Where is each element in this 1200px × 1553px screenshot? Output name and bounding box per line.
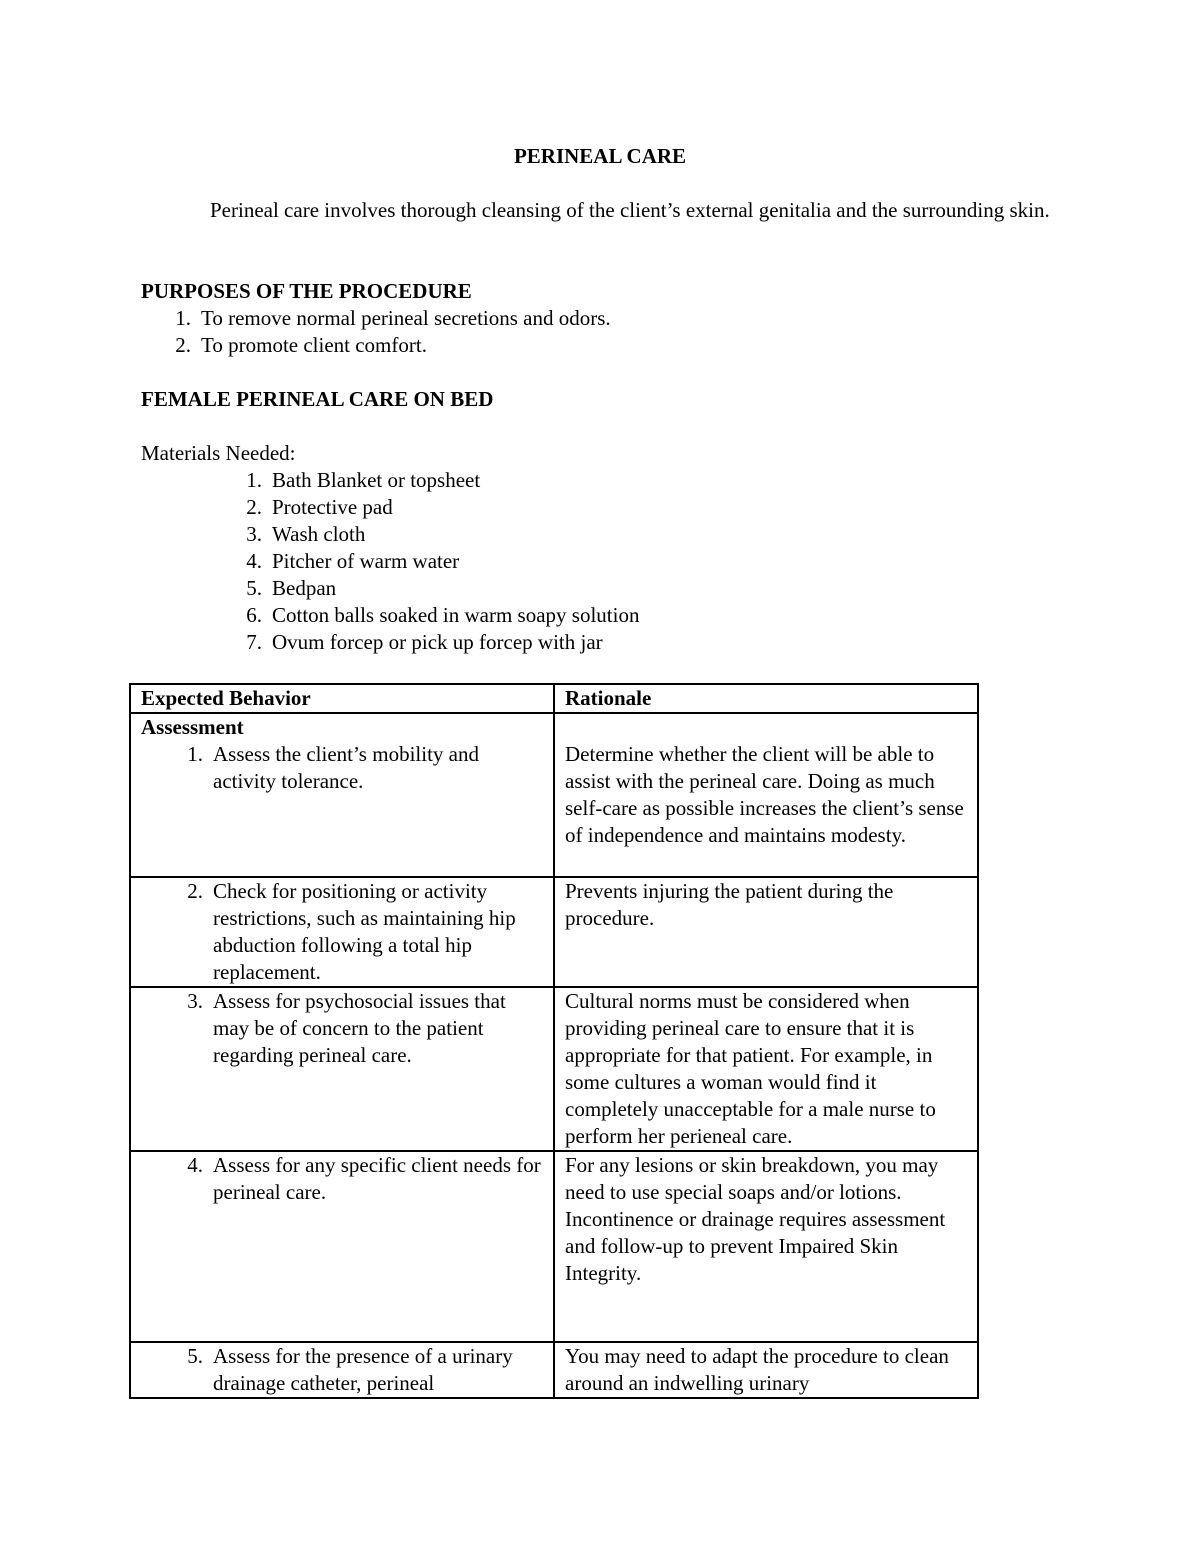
list-number: 6. xyxy=(246,603,262,627)
page-title: PERINEAL CARE xyxy=(513,144,687,168)
behavior-item xyxy=(141,988,543,1069)
list-number: 1. xyxy=(175,306,191,330)
behavior-item xyxy=(141,1343,543,1397)
behavior-number: 3. xyxy=(187,989,203,1013)
rationale-text: Determine whether the client will be able to assist with the perineal care. Doing as much self-care as possible increases the client’s sense of independence and maintains modesty. xyxy=(565,742,964,847)
rationale-cell xyxy=(554,1151,978,1342)
list-text: To remove normal perineal secretions and odors. xyxy=(201,306,611,330)
rationale-text: Cultural norms must be considered when providing perineal care to ensure that it is appropriate for that patient. For example, in some cultures a woman would find it completely unacceptable for a male nurse to perform her perieneal care. xyxy=(565,989,936,1148)
list-number: 7. xyxy=(246,630,262,654)
list-text: To promote client comfort. xyxy=(201,333,427,357)
behavior-item xyxy=(141,741,543,795)
rationale-text: You may need to adapt the procedure to clean around an indwelling urinary xyxy=(565,1344,949,1395)
behavior-cell xyxy=(130,987,554,1151)
list-text: Bedpan xyxy=(272,576,337,600)
rationale-cell xyxy=(554,1342,978,1398)
table-row xyxy=(130,1342,978,1398)
purposes-heading: PURPOSES OF THE PROCEDURE xyxy=(141,279,472,303)
behavior-cell xyxy=(130,877,554,987)
list-text: Cotton balls soaked in warm soapy solution xyxy=(272,603,640,627)
materials-label: Materials Needed: xyxy=(141,441,296,465)
behavior-item xyxy=(141,878,543,986)
rationale-cell xyxy=(554,877,978,987)
procedure-table xyxy=(129,683,979,1399)
behavior-text: Assess for any specific client needs for perineal care. xyxy=(213,1153,541,1204)
female-section-heading: FEMALE PERINEAL CARE ON BED xyxy=(141,387,494,411)
list-number: 4. xyxy=(246,549,262,573)
intro-paragraph: Perineal care involves thorough cleansing of the client’s external genitalia and the surrounding skin. xyxy=(210,198,1050,222)
behavior-text: Assess for the presence of a urinary drainage catheter, perineal xyxy=(213,1344,513,1395)
behavior-text: Assess the client’s mobility and activity tolerance. xyxy=(213,742,479,793)
behavior-cell xyxy=(130,713,554,877)
rationale-text: For any lesions or skin breakdown, you may need to use special soaps and/or lotions. Incontinence or drainage requires assessment and follow-up to prevent Impaired Skin Integrity. xyxy=(565,1153,946,1285)
table-row xyxy=(130,877,978,987)
behavior-number: 1. xyxy=(187,742,203,766)
behavior-cell xyxy=(130,1151,554,1342)
list-number: 1. xyxy=(246,468,262,492)
behavior-item xyxy=(141,1152,543,1206)
table-row xyxy=(130,713,978,877)
list-number: 2. xyxy=(175,333,191,357)
behavior-cell xyxy=(130,1342,554,1398)
rationale-cell xyxy=(554,713,978,877)
table-header-rationale: Rationale xyxy=(554,684,978,713)
behavior-text: Check for positioning or activity restrictions, such as maintaining hip abduction following a total hip replacement. xyxy=(213,879,516,984)
behavior-number: 4. xyxy=(187,1153,203,1177)
rationale-cell xyxy=(554,987,978,1151)
rationale-text: Prevents injuring the patient during the procedure. xyxy=(565,879,894,930)
behavior-number: 2. xyxy=(187,879,203,903)
table-row xyxy=(130,1151,978,1342)
list-text: Protective pad xyxy=(272,495,393,519)
table-header-behavior: Expected Behavior xyxy=(130,684,554,713)
behavior-number: 5. xyxy=(187,1344,203,1368)
behavior-text: Assess for psychosocial issues that may be of concern to the patient regarding perineal care. xyxy=(213,989,506,1067)
list-text: Ovum forcep or pick up forcep with jar xyxy=(272,630,603,654)
list-number: 5. xyxy=(246,576,262,600)
assessment-section-label: Assessment xyxy=(141,715,244,739)
table-header-row xyxy=(130,684,978,713)
list-number: 3. xyxy=(246,522,262,546)
table-row xyxy=(130,987,978,1151)
list-number: 2. xyxy=(246,495,262,519)
list-text: Wash cloth xyxy=(272,522,366,546)
list-text: Pitcher of warm water xyxy=(272,549,460,573)
list-text: Bath Blanket or topsheet xyxy=(272,468,481,492)
